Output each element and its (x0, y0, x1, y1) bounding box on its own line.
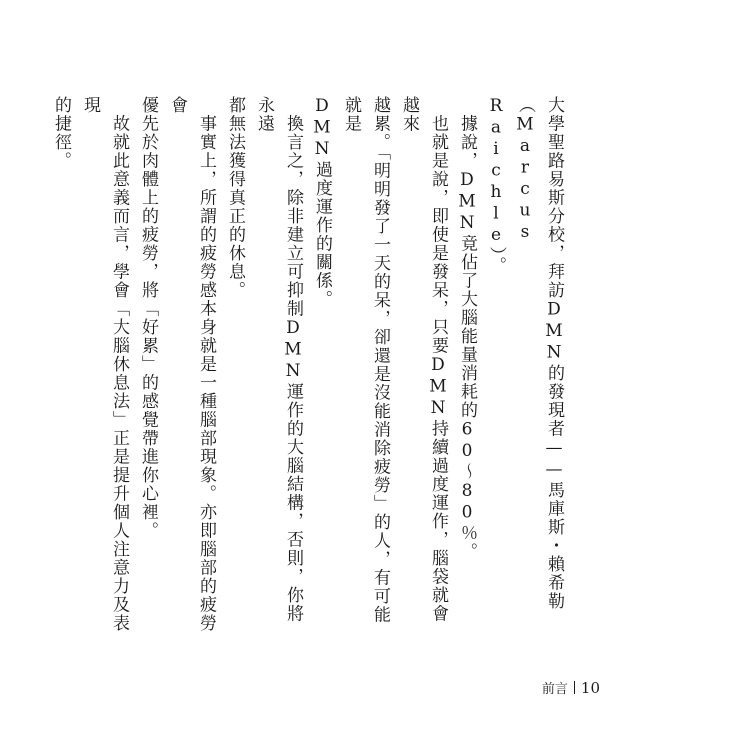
text-line: 據說，DMN竟佔了大腦能量消耗的60～80％。 (457, 96, 477, 561)
footer-divider (574, 681, 575, 694)
text-line: 事實上，所謂的疲勞感本身就是一種腦部現象。亦即腦部的疲勞會 (167, 96, 216, 633)
section-label: 前言 (541, 682, 568, 697)
body-text (51, 96, 568, 636)
text-line: 越累。「明明發了一天的呆，卻還是沒能消除疲勞」的人，有可能就是 (341, 96, 390, 624)
text-line: 都無法獲得真正的休息。 (225, 96, 245, 300)
page-footer (542, 678, 600, 697)
text-line: Raichle）。 (486, 96, 506, 275)
text-line: 優先於肉體上的疲勞，將「好累」的感覺帶進你心裡。 (138, 96, 158, 540)
text-line: 的捷徑。 (51, 96, 71, 170)
text-line: 換言之，除非建立可抑制DMN運作的大腦結構，否則，你將永遠 (254, 96, 303, 623)
text-line: 故就此意義而言，學會「大腦休息法」正是提升個人注意力及表現 (80, 96, 129, 633)
text-line: DMN過度運作的關係。 (312, 96, 332, 309)
text-line: 也就是說，即使是發呆，只要DMN持續過度運作，腦袋就會越來 (399, 96, 448, 623)
text-line: 大學聖路易斯分校，拜訪DMN的發現者——馬庫斯・賴希勒（Marcus (515, 96, 564, 611)
page-number: 10 (580, 678, 600, 697)
